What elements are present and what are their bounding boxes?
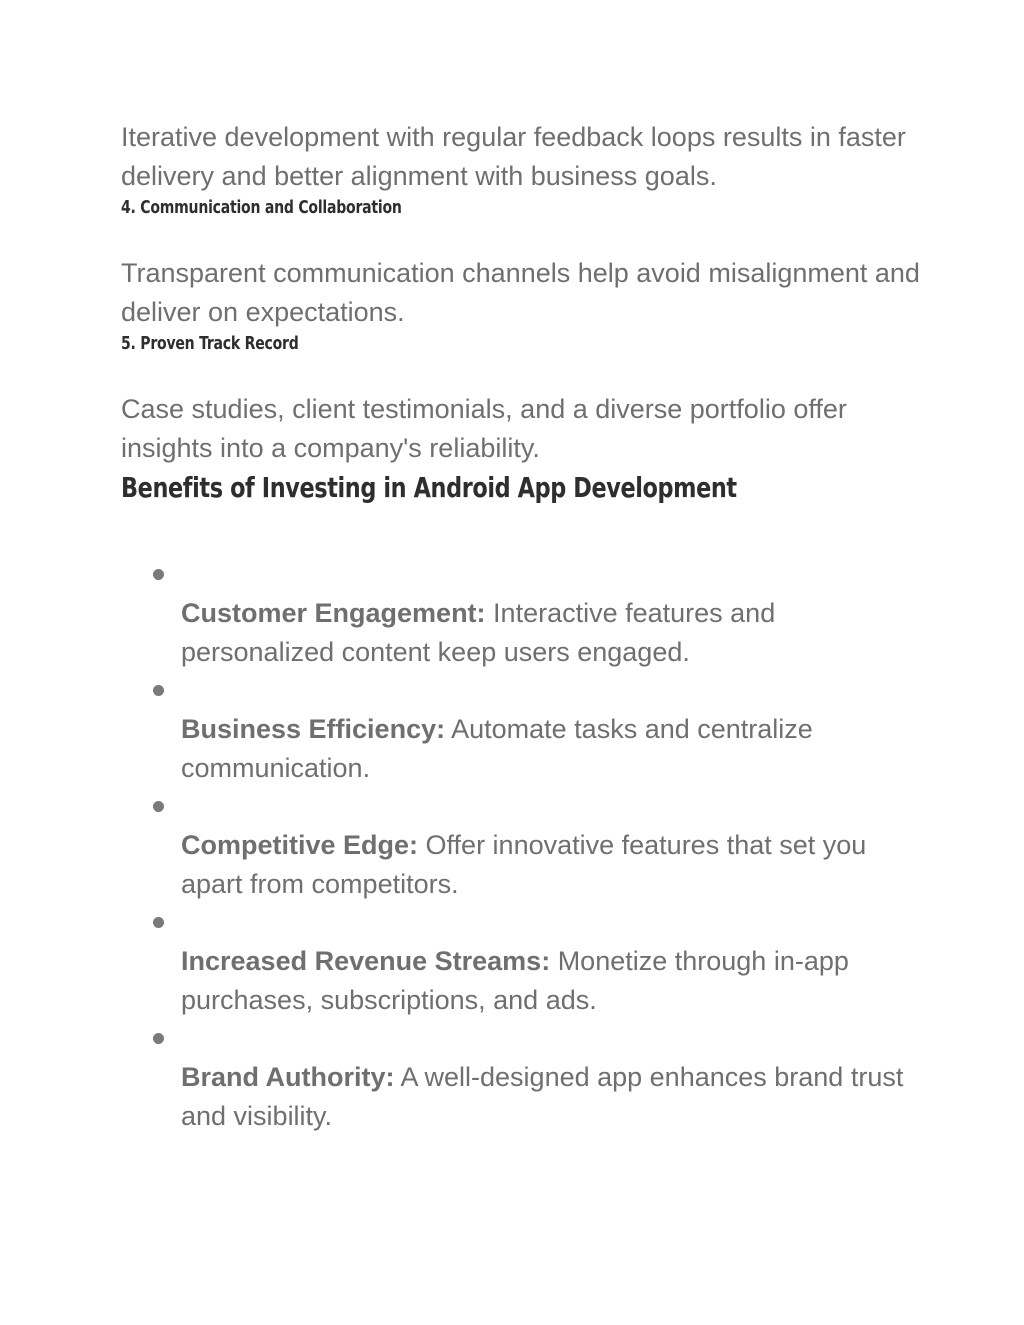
document-page bbox=[121, 118, 921, 1136]
list-item bbox=[121, 556, 921, 672]
benefits-list bbox=[121, 556, 921, 1136]
bullet-icon bbox=[153, 917, 164, 928]
benefit-text bbox=[181, 942, 921, 1020]
list-item bbox=[121, 788, 921, 904]
benefit-description: Automate tasks and centralize communication. bbox=[181, 714, 813, 783]
list-item bbox=[121, 672, 921, 788]
benefit-label: Business Efficiency: bbox=[181, 714, 446, 744]
bullet-icon bbox=[153, 685, 164, 696]
benefit-description: Offer innovative features that set you apart from competitors. bbox=[181, 830, 867, 899]
list-item bbox=[121, 904, 921, 1020]
benefit-text bbox=[181, 710, 921, 788]
subsection-heading-communication: 4. Communication and Collaboration bbox=[121, 197, 402, 218]
benefit-text bbox=[181, 1058, 921, 1136]
benefit-description: Monetize through in-app purchases, subscriptions, and ads. bbox=[181, 946, 849, 1015]
bullet-icon bbox=[153, 801, 164, 812]
subsection-text-track-record: Case studies, client testimonials, and a diverse portfolio offer insights into a company's reliability. bbox=[121, 394, 847, 463]
benefit-description: A well-designed app enhances brand trust and visibility. bbox=[181, 1062, 904, 1131]
intro-paragraph: Iterative development with regular feedback loops results in faster delivery and better alignment with business goals. bbox=[121, 122, 906, 191]
benefit-text bbox=[181, 594, 921, 672]
bullet-icon bbox=[153, 1033, 164, 1044]
benefit-text bbox=[181, 826, 921, 904]
benefit-label: Competitive Edge: bbox=[181, 830, 419, 860]
benefit-label: Brand Authority: bbox=[181, 1062, 395, 1092]
bullet-icon bbox=[153, 569, 164, 580]
list-item bbox=[121, 1020, 921, 1136]
benefit-label: Increased Revenue Streams: bbox=[181, 946, 551, 976]
benefits-heading: Benefits of Investing in Android App Development bbox=[121, 471, 737, 504]
benefit-label: Customer Engagement: bbox=[181, 598, 486, 628]
subsection-heading-track-record: 5. Proven Track Record bbox=[121, 333, 299, 354]
subsection-text-communication: Transparent communication channels help avoid misalignment and deliver on expectations. bbox=[121, 258, 920, 327]
benefit-description: Interactive features and personalized content keep users engaged. bbox=[181, 598, 776, 667]
